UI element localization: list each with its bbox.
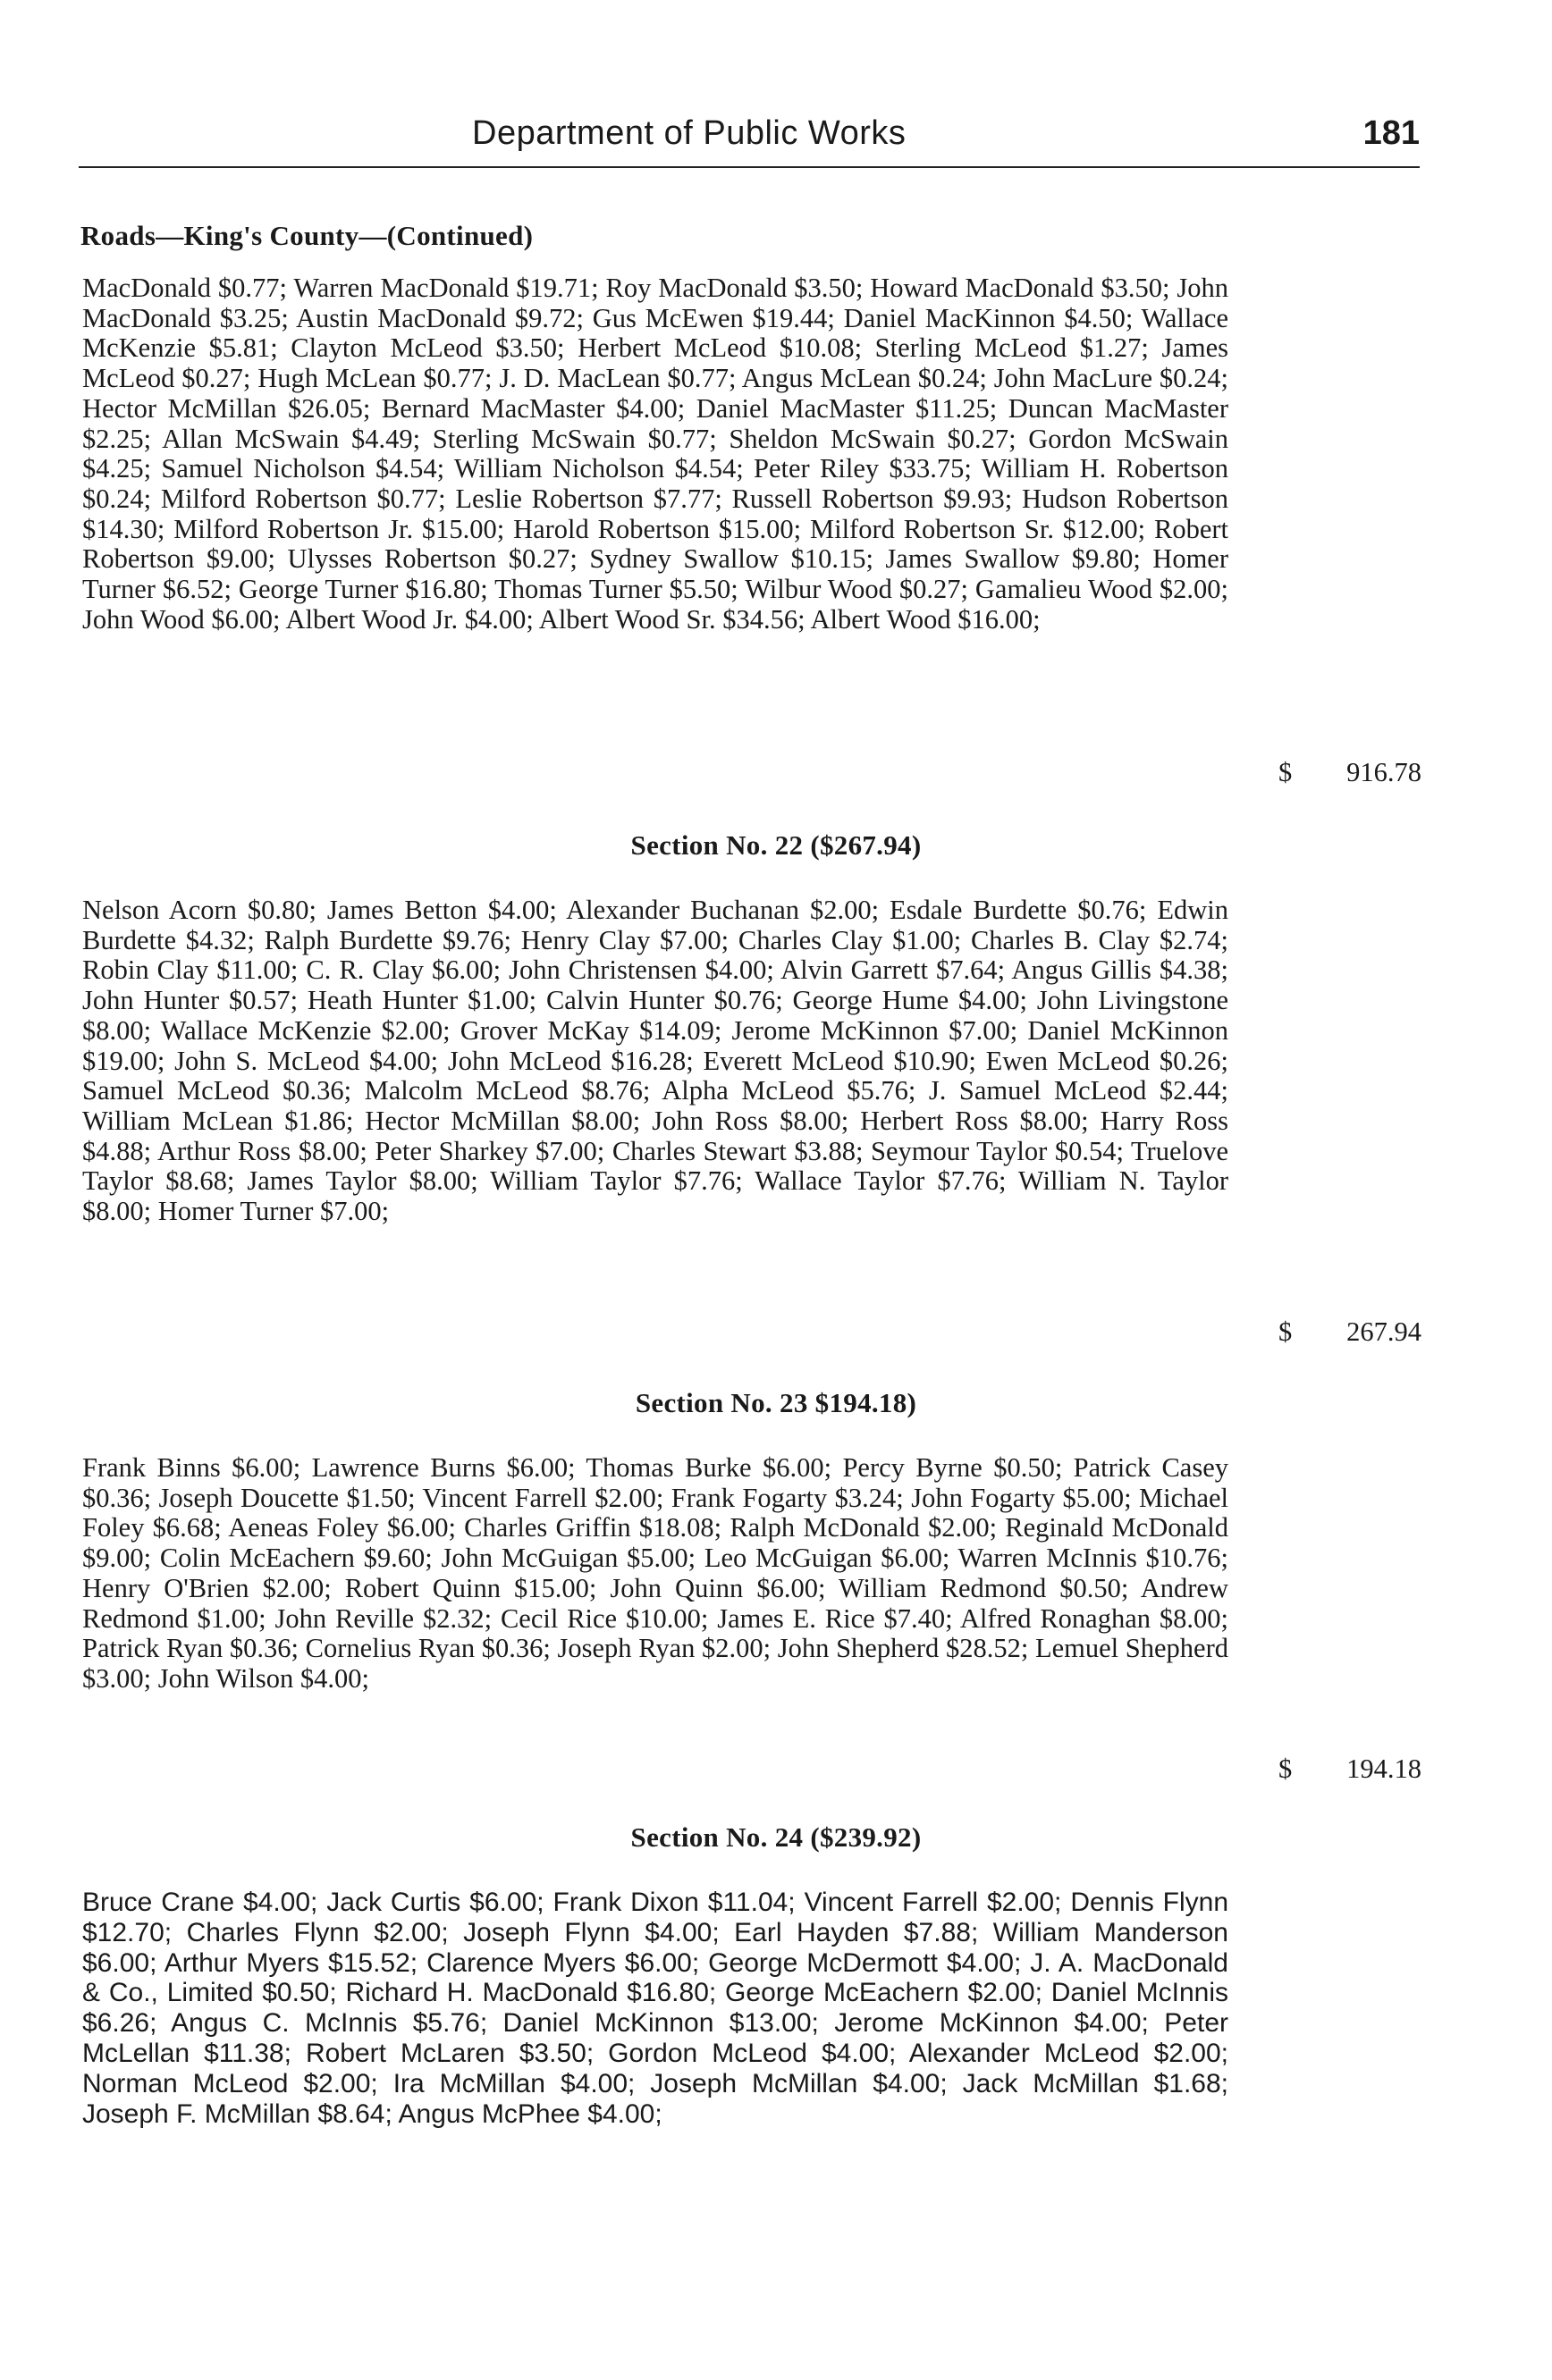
continued-heading: Roads—King's County—(Continued) — [80, 220, 534, 251]
section-heading-23: Section No. 23 $194.18) — [635, 1387, 917, 1418]
page-number: 181 — [1362, 114, 1420, 152]
header-rule — [79, 166, 1420, 168]
section-23-paragraph: Frank Binns $6.00; Lawrence Burns $6.00; Thomas Burke $6.00; Percy Byrne $0.50; Patrick Casey $0.36; Joseph Doucette $1.50; Vincent Farrell $2.00; Frank Fogarty $3.24; John Fogarty $5.00; Michael Foley $6.68; Aeneas Foley $6.00; Charles Griffin $18.08; Ralph McDonald $2.00; Reginald McDonald $9.00; Colin McEachern $9.60; John McGuigan $5.00; Leo McGuigan $6.00; Warren McInnis $10.76; Henry O'Brien $2.00; Robert Quinn $15.00; John Quinn $6.00; William Redmond $0.50; Andrew Redmond $1.00; John Reville $2.32; Cecil Rice $10.00; James E. Rice $7.40; Alfred Ronaghan $8.00; Patrick Ryan $0.36; Cornelius Ryan $0.36; Joseph Ryan $2.00; John Shepherd $28.52; Lemuel Shepherd $3.00; John Wilson $4.00; — [82, 1452, 1228, 1694]
continued-entries-paragraph: MacDonald $0.77; Warren MacDonald $19.71; Roy MacDonald $3.50; Howard MacDonald $3.50; John MacDonald $3.25; Austin MacDonald $9.72; Gus McEwen $19.44; Daniel MacKinnon $4.50; Wallace McKenzie $5.81; Clayton McLeod $3.50; Herbert McLeod $10.08; Sterling McLeod $1.27; James McLeod $0.27; Hugh McLean $0.77; J. D. MacLean $0.77; Angus McLean $0.24; John MacLure $0.24; Hector McMillan $26.05; Bernard MacMaster $4.00; Daniel MacMaster $11.25; Duncan MacMaster $2.25; Allan McSwain $4.49; Sterling McSwain $0.77; Sheldon McSwain $0.27; Gordon McSwain $4.25; Samuel Nicholson $4.54; William Nicholson $4.54; Peter Riley $33.75; William H. Robertson $0.24; Milford Robertson $0.77; Leslie Robertson $7.77; Russell Robertson $9.93; Hudson Robertson $14.30; Milford Robertson Jr. $15.00; Harold Robertson $15.00; Milford Robertson Sr. $12.00; Robert Robertson $9.00; Ulysses Robertson $0.27; Sydney Swallow $10.15; James Swallow $9.80; Homer Turner $6.52; George Turner $16.80; Thomas Turner $5.50; Wilbur Wood $0.27; Gamalieu Wood $2.00; John Wood $6.00; Albert Wood Jr. $4.00; Albert Wood Sr. $34.56; Albert Wood $16.00; — [82, 273, 1228, 635]
section-24-paragraph: Bruce Crane $4.00; Jack Curtis $6.00; Frank Dixon $11.04; Vincent Farrell $2.00; Dennis Flynn $12.70; Charles Flynn $2.00; Joseph Flynn $4.00; Earl Hayden $7.88; William Manderson $6.00; Arthur Myers $15.52; Clarence Myers $6.00; George McDermott $4.00; J. A. MacDonald & Co., Limited $0.50; Richard H. MacDonald $16.80; George McEachern $2.00; Daniel McInnis $6.26; Angus C. McInnis $5.76; Daniel McKinnon $13.00; Jerome McKinnon $4.00; Peter McLellan $11.38; Robert McLaren $3.50; Gordon McLeod $4.00; Alexander McLeod $2.00; Norman McLeod $2.00; Ira McMillan $4.00; Joseph McMillan $4.00; Jack McMillan $1.68; Joseph F. McMillan $8.64; Angus McPhee $4.00; — [82, 1888, 1228, 2129]
total-value: 194.18 — [1346, 1753, 1421, 1784]
dollar-sign: $ — [1278, 1753, 1293, 1784]
dollar-sign: $ — [1278, 1316, 1293, 1347]
section-22-paragraph: Nelson Acorn $0.80; James Betton $4.00; Alexander Buchanan $2.00; Esdale Burdette $0.76; Edwin Burdette $4.32; Ralph Burdette $9.76; Henry Clay $7.00; Charles Clay $1.00; Charles B. Clay $2.74; Robin Clay $11.00; C. R. Clay $6.00; John Christensen $4.00; Alvin Garrett $7.64; Angus Gillis $4.38; John Hunter $0.57; Heath Hunter $1.00; Calvin Hunter $0.76; George Hume $4.00; John Livingstone $8.00; Wallace McKenzie $2.00; Grover McKay $14.09; Jerome McKinnon $7.00; Daniel McKinnon $19.00; John S. McLeod $4.00; John McLeod $16.28; Everett McLeod $10.90; Ewen McLeod $0.26; Samuel McLeod $0.36; Malcolm McLeod $8.76; Alpha McLeod $5.76; J. Samuel McLeod $2.44; William McLean $1.86; Hector McMillan $8.00; John Ross $8.00; Herbert Ross $8.00; Harry Ross $4.88; Arthur Ross $8.00; Peter Sharkey $7.00; Charles Stewart $3.88; Seymour Taylor $0.54; Truelove Taylor $8.68; James Taylor $8.00; William Taylor $7.76; Wallace Taylor $7.76; William N. Taylor $8.00; Homer Turner $7.00; — [82, 895, 1228, 1227]
total-value: 916.78 — [1346, 757, 1421, 787]
total-value: 267.94 — [1346, 1316, 1421, 1347]
section-heading-24: Section No. 24 ($239.92) — [630, 1821, 922, 1853]
running-title: Department of Public Works — [472, 114, 907, 152]
running-head — [79, 114, 1420, 168]
section-heading-22: Section No. 22 ($267.94) — [630, 829, 922, 861]
dollar-sign: $ — [1278, 757, 1293, 787]
